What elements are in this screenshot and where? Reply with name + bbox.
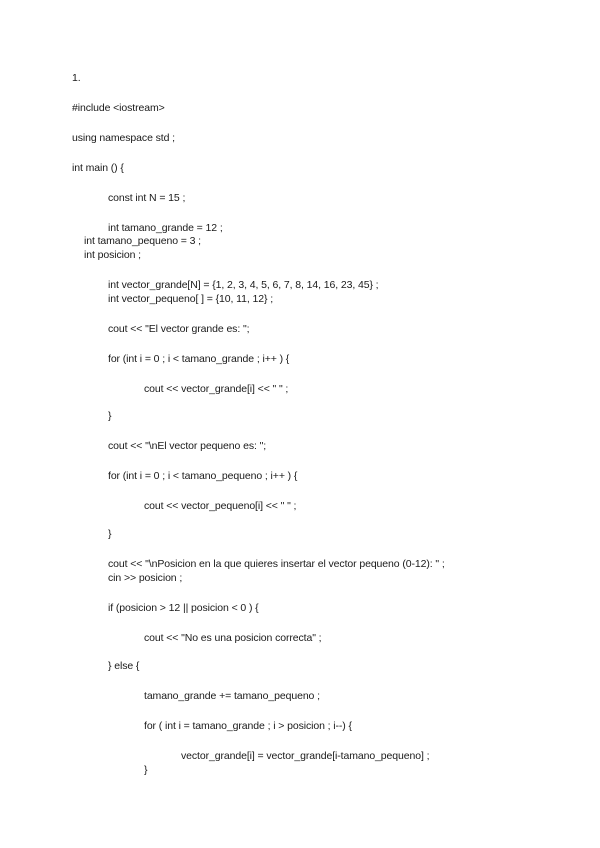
code-line: int tamano_pequeno = 3 ; [84, 235, 201, 247]
code-line: } else { [108, 660, 140, 672]
code-line: using namespace std ; [72, 132, 175, 144]
code-line: cout << "No es una posicion correcta" ; [144, 632, 322, 644]
code-line: #include <iostream> [72, 102, 165, 114]
code-line: int vector_pequeno[ ] = {10, 11, 12} ; [108, 293, 274, 305]
code-line: for (int i = 0 ; i < tamano_pequeno ; i++ ) { [108, 470, 298, 482]
code-line: cout << "\nPosicion en la que quieres insertar el vector pequeno (0-12): " ; [108, 558, 445, 570]
code-line: } [108, 528, 112, 540]
code-line: for (int i = 0 ; i < tamano_grande ; i++ ) { [108, 353, 290, 365]
code-line: int posicion ; [84, 249, 141, 261]
code-line: cout << "\nEl vector pequeno es: "; [108, 440, 267, 452]
code-line: if (posicion > 12 || posicion < 0 ) { [108, 602, 259, 614]
code-line: int tamano_grande = 12 ; [108, 222, 223, 234]
code-line: cout << vector_pequeno[i] << " " ; [144, 500, 297, 512]
code-line: } [108, 410, 112, 422]
code-line: tamano_grande += tamano_pequeno ; [144, 690, 320, 702]
code-line: int vector_grande[N] = {1, 2, 3, 4, 5, 6, 7, 8, 14, 16, 23, 45} ; [108, 279, 379, 291]
code-line: vector_grande[i] = vector_grande[i-tamano_pequeno] ; [181, 750, 430, 762]
code-line: cout << vector_grande[i] << " " ; [144, 383, 289, 395]
code-line: cout << "El vector grande es: "; [108, 323, 250, 335]
code-line: 1. [72, 72, 81, 84]
code-line: int main () { [72, 162, 124, 174]
code-line: cin >> posicion ; [108, 572, 183, 584]
code-line: for ( int i = tamano_grande ; i > posicion ; i--) { [144, 720, 352, 732]
code-line: } [144, 764, 148, 776]
code-line: const int N = 15 ; [108, 192, 186, 204]
